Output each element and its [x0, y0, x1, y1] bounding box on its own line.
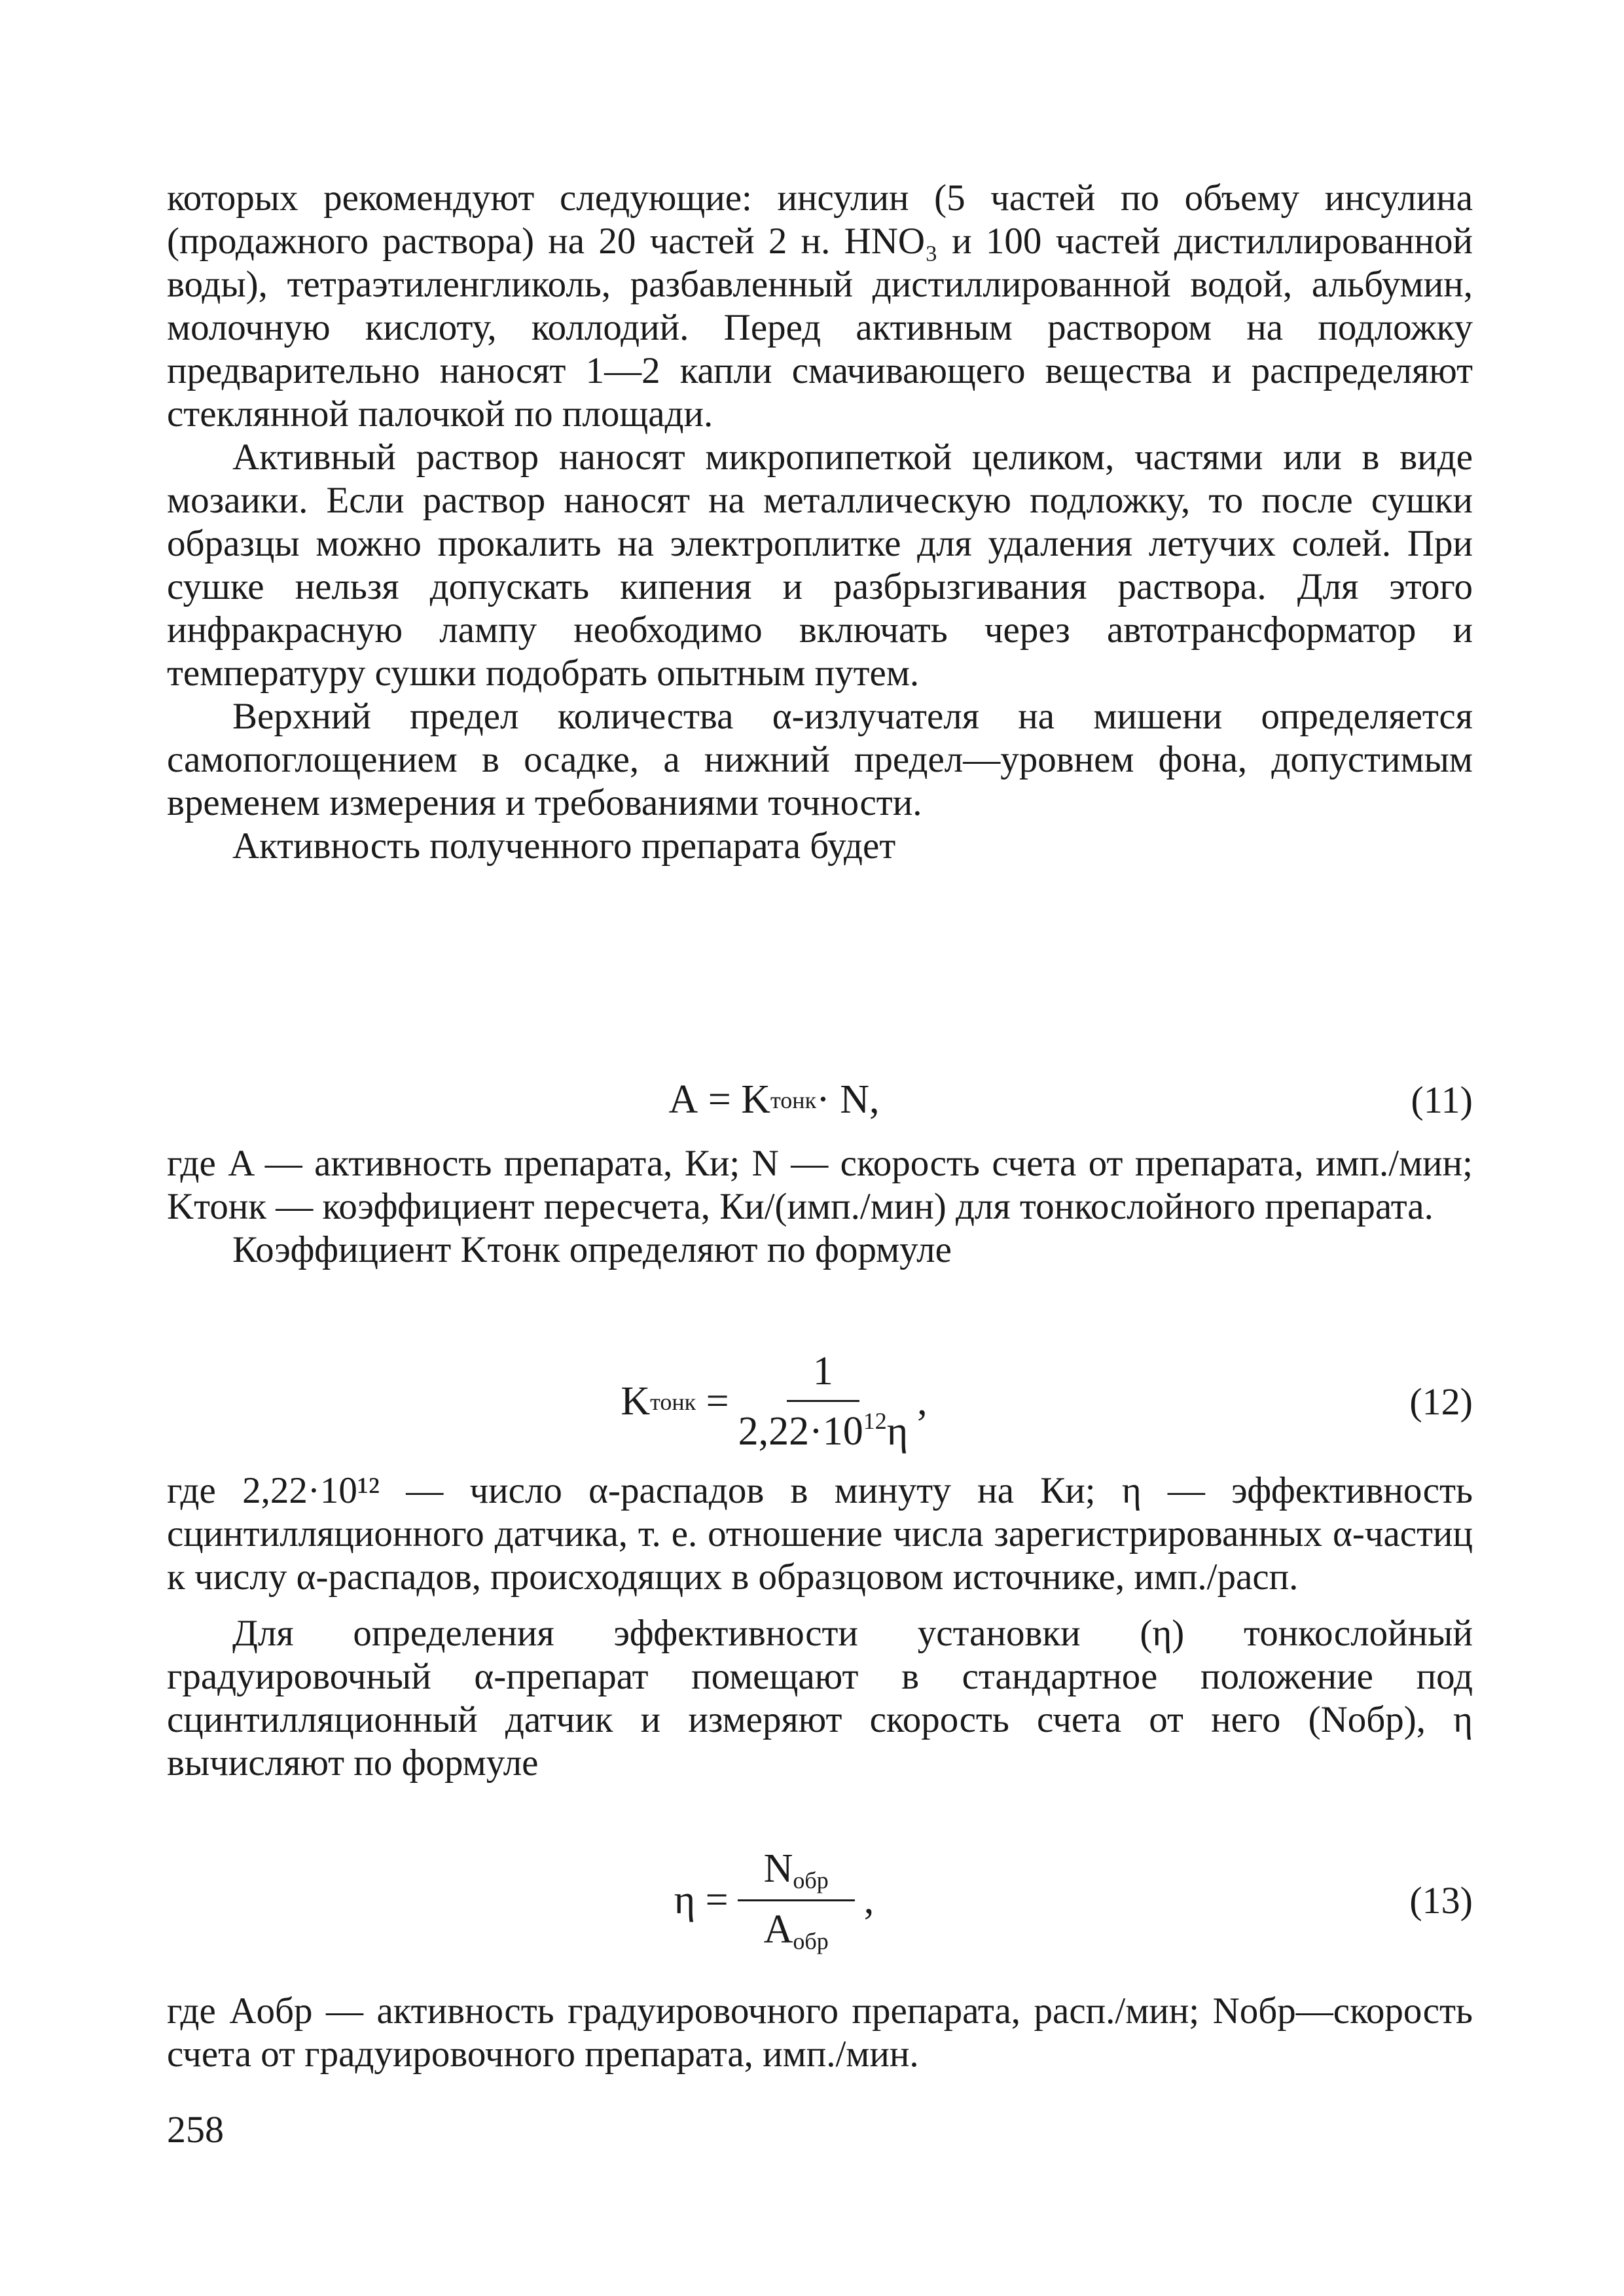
- formula-12-tail: ,: [917, 1379, 928, 1424]
- formula-13-den-base: A: [763, 1907, 793, 1952]
- formula-13-number: (13): [1409, 1879, 1473, 1922]
- formula-11-number: (11): [1411, 1079, 1473, 1121]
- formula-12: [167, 1348, 1473, 1455]
- paragraph-7: где 2,22·10¹² — число α-распадов в минуту на Ки; η — эффективность сцинтилляционного датчика, т. е. отношение числа зарегистрированных α-частиц к числу α-распадов, происходящих в образцовом источнике, имп./расп.: [167, 1470, 1473, 1598]
- formula-11-eq: =: [708, 1077, 731, 1122]
- formula-12-numerator: 1: [787, 1348, 859, 1402]
- formula-12-den-tail: η: [886, 1409, 909, 1454]
- paragraph-1: которых рекомендуют следующие: инсулин (5 частей по объему инсулина (продажного раствора) на 20 частей 2 н. HNO₃ и 100 частей дистиллированной воды), тетраэтиленгликоль, разбавленный дистиллированной водой, альбумин, молочную кислоту, коллодий. Перед активным раствором на подложку предварительно наносят 1—2 капли смачивающего вещества и распределяют стеклянной палочкой по площади.: [167, 177, 1473, 435]
- formula-12-body: [167, 1348, 1381, 1455]
- formula-12-number: (12): [1409, 1380, 1473, 1423]
- formula-13: [167, 1846, 1473, 1955]
- formula-13-num-sub: обр: [793, 1867, 829, 1893]
- formula-13-fraction: [738, 1846, 855, 1955]
- formula-11-rest: · N,: [816, 1077, 880, 1122]
- formula-12-fraction: [738, 1348, 909, 1455]
- formula-11-lhs: A: [668, 1077, 698, 1122]
- paragraph-2: Активный раствор наносят микропипеткой целиком, частями или в виде мозаики. Если раствор наносят на металлическую подложку, то после сушки образцы можно прокалить на электроплитке для удаления летучих солей. При сушке нельзя допускать кипения и разбрызгивания раствора. Для этого инфракрасную лампу необходимо включать через автотрансформатор и температуру сушки подобрать опытным путем.: [167, 437, 1473, 694]
- paragraph-6: Коэффициент Kтонк определяют по формуле: [232, 1229, 952, 1270]
- text-block-3: [167, 1469, 1473, 1785]
- formula-13-eq: =: [705, 1878, 729, 1922]
- formula-13-denominator: [764, 1901, 829, 1955]
- paragraph-3: Верхний предел количества α-излучателя на мишени определяется самопоглощением в осадке, а нижний предел—уровнем фона, допустимым временем измерения и требованиями точности.: [167, 696, 1473, 823]
- formula-12-denominator: [738, 1402, 909, 1455]
- formula-13-body: [167, 1846, 1381, 1955]
- formula-11-k-sub: тонк: [770, 1086, 817, 1113]
- formula-11-body: [167, 1077, 1381, 1123]
- paragraph-4: Активность полученного препарата будет: [232, 825, 896, 867]
- formula-13-den-sub: обр: [793, 1928, 829, 1954]
- paragraph-8: Для определения эффективности установки (η) тонкослойный градуировочный α-препарат помещают в стандартное положение под сцинтилляционный датчик и измеряют скорость счета от него (Nобр), η вычисляют по формуле: [167, 1613, 1473, 1784]
- text-block-2: [167, 1142, 1473, 1272]
- formula-12-k: K: [621, 1379, 651, 1424]
- paragraph-9: где Aобр — активность градуировочного препарата, расп./мин; Nобр—скорость счета от градуировочного препарата, имп./мин.: [167, 1990, 1473, 2075]
- formula-12-eq: =: [706, 1379, 729, 1424]
- formula-11: [167, 1077, 1473, 1123]
- text-block-1: [167, 177, 1473, 868]
- formula-13-numerator: [738, 1846, 855, 1901]
- formula-13-num-base: N: [763, 1846, 793, 1891]
- formula-11-k: K: [741, 1077, 771, 1122]
- formula-12-den-exp: 12: [863, 1408, 887, 1434]
- text-block-4: [167, 1990, 1473, 2076]
- formula-12-den-base: 2,22·10: [738, 1409, 863, 1454]
- formula-13-tail: ,: [863, 1878, 875, 1922]
- paragraph-5: где A — активность препарата, Ки; N — скорость счета от препарата, имп./мин; Kтонк — коэффициент пересчета, Ки/(имп./мин) для тонкослойного препарата.: [167, 1143, 1473, 1227]
- page-number: 258: [167, 2108, 224, 2151]
- formula-12-k-sub: тонк: [650, 1388, 696, 1415]
- formula-13-lhs: η: [674, 1878, 696, 1922]
